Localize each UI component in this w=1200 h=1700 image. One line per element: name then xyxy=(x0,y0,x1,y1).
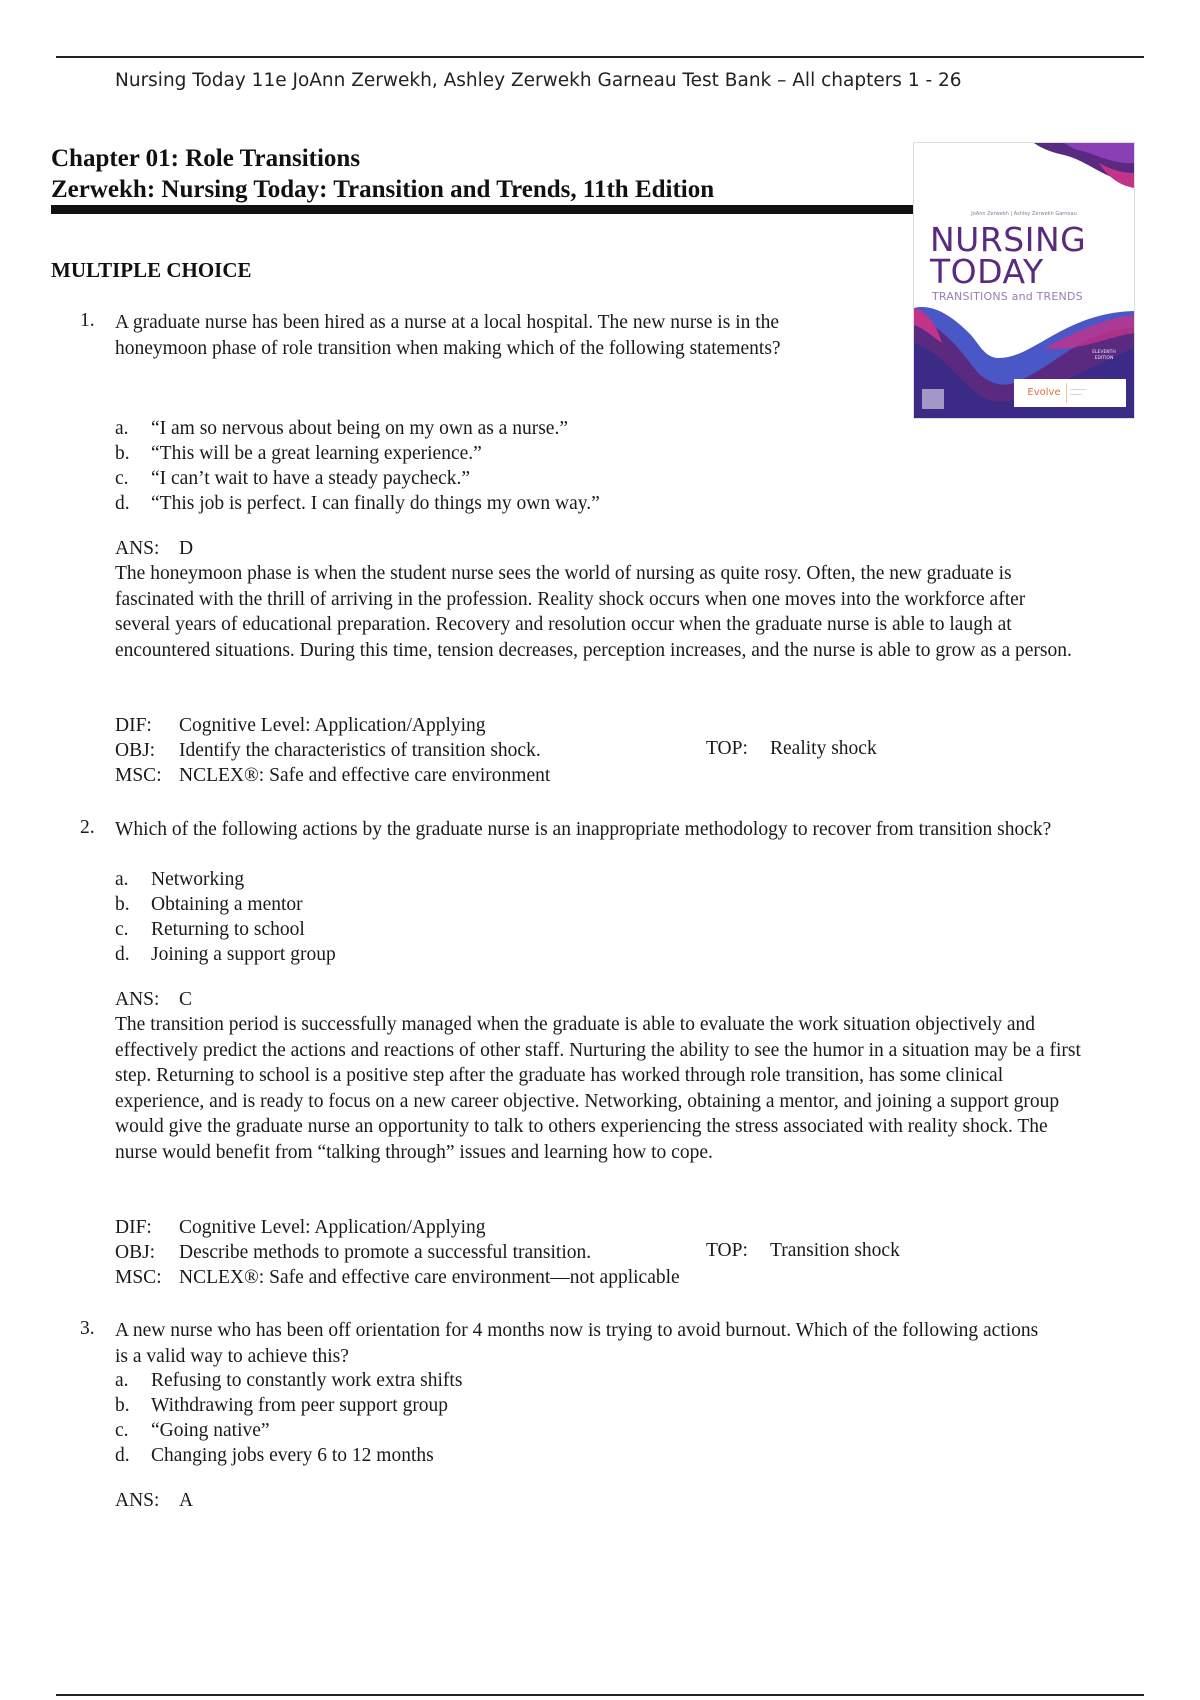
answer-key: C xyxy=(179,989,193,1010)
msc-line xyxy=(115,763,550,789)
obj-line xyxy=(115,1240,591,1266)
question-number: 2. xyxy=(80,817,95,838)
running-head: Nursing Today 11e JoAnn Zerwekh, Ashley Zerwekh Garneau Test Bank – All chapters 1 - 26 xyxy=(115,70,962,91)
obj-label: OBJ: xyxy=(115,740,156,761)
dif-line xyxy=(115,713,486,739)
cover-title-line2: TODAY xyxy=(930,252,1044,291)
cover-brand: Evolve xyxy=(1022,383,1067,403)
answer-line xyxy=(115,536,193,562)
question-stem: Which of the following actions by the graduate nurse is an inappropriate methodology to recover from transition shock? xyxy=(115,819,1052,840)
option-letter: a. xyxy=(115,418,129,439)
option-text: Changing jobs every 6 to 12 months xyxy=(151,1445,434,1466)
option-text: “This will be a great learning experience.” xyxy=(151,443,482,464)
option-a xyxy=(115,867,244,893)
cover-authors: JoAnn Zerwekh | Ashley Zerwekh Garneau xyxy=(971,211,1077,217)
dif-label: DIF: xyxy=(115,1217,152,1238)
difficulty: Cognitive Level: Application/Applying xyxy=(179,715,486,736)
ans-label: ANS: xyxy=(115,989,160,1010)
option-text: Returning to school xyxy=(151,919,305,940)
top-label: TOP: xyxy=(706,738,748,759)
book-cover-image xyxy=(913,142,1135,419)
bottom-rule xyxy=(56,1694,1144,1696)
cover-title-line1: NURSING xyxy=(930,220,1087,259)
obj-line xyxy=(115,738,541,764)
option-letter: a. xyxy=(115,1370,129,1391)
question-stem: A graduate nurse has been hired as a nurse at a local hospital. The new nurse is in the honeymoon phase of role transition when making which of the following statements? xyxy=(115,312,781,359)
option-letter: c. xyxy=(115,1420,129,1441)
question-number: 3. xyxy=(80,1318,95,1339)
option-d xyxy=(115,491,600,517)
obj-label: OBJ: xyxy=(115,1242,156,1263)
rationale: The transition period is successfully managed when the graduate is able to evaluate the work situation objectively and effectively predict the actions and reactions of other staff. Nurturing the ability to see the humor in a situation may be a first step. Returning to school is a positive step after the graduate has worked through role transition, has some clinical experience, and is ready to focus on a new career objective. Networking, obtaining a mentor, and joining a support group would give the graduate nurse an opportunity to talk to others experiencing the stress associated with reality shock. The nurse would benefit from “talking through” issues and learning how to cope. xyxy=(115,1014,1081,1163)
topic: Reality shock xyxy=(770,738,877,759)
dif-line xyxy=(115,1215,486,1241)
option-text: Joining a support group xyxy=(151,944,336,965)
section-heading: MULTIPLE CHOICE xyxy=(51,258,252,282)
option-a xyxy=(115,416,568,442)
option-b xyxy=(115,1393,448,1419)
option-letter: b. xyxy=(115,894,130,915)
option-letter: d. xyxy=(115,1445,130,1466)
answer-key: D xyxy=(179,538,194,559)
option-text: Obtaining a mentor xyxy=(151,894,303,915)
topic-line xyxy=(706,1240,900,1262)
top-rule xyxy=(56,56,1144,58)
option-letter: a. xyxy=(115,869,129,890)
book-title: Zerwekh: Nursing Today: Transition and Trends, 11th Edition xyxy=(51,176,715,203)
difficulty: Cognitive Level: Application/Applying xyxy=(179,1217,486,1238)
option-text: “Going native” xyxy=(151,1420,270,1441)
option-c xyxy=(115,917,305,943)
msc-label: MSC: xyxy=(115,765,162,786)
heading-rule xyxy=(51,205,913,214)
chapter-heading xyxy=(51,143,714,205)
msc: NCLEX®: Safe and effective care environment xyxy=(179,765,551,786)
chapter-title: Chapter 01: Role Transitions xyxy=(51,145,361,172)
option-text: Networking xyxy=(151,869,245,890)
ans-label: ANS: xyxy=(115,538,160,559)
option-letter: b. xyxy=(115,443,130,464)
option-letter: c. xyxy=(115,919,129,940)
topic: Transition shock xyxy=(770,1240,900,1261)
cover-edition: ELEVENTH EDITION xyxy=(1092,350,1116,361)
answer-line xyxy=(115,987,192,1013)
cover-brand-text: ———— ——— xyxy=(1070,387,1086,397)
option-text: “I am so nervous about being on my own as a nurse.” xyxy=(151,418,568,439)
option-letter: d. xyxy=(115,944,130,965)
rationale: The honeymoon phase is when the student nurse sees the world of nursing as quite rosy. Often, the new graduate is fascinated with the thrill of arriving in the profession. Reality shock occurs when one moves into the workforce after several years of educational preparation. Recovery and resolution occur when the graduate nurse is able to laugh at encountered situations. During this time, tension decreases, perception increases, and the nurse is able to grow as a person. xyxy=(115,563,1072,661)
option-d xyxy=(115,1443,434,1469)
option-a xyxy=(115,1368,462,1394)
option-text: Withdrawing from peer support group xyxy=(151,1395,449,1416)
dif-label: DIF: xyxy=(115,715,152,736)
option-c xyxy=(115,466,470,492)
msc-line xyxy=(115,1265,680,1291)
question-stem: A new nurse who has been off orientation for 4 months now is trying to avoid burnout. Which of the following actions is a valid way to achieve this? xyxy=(115,1320,1039,1367)
cover-subtitle: TRANSITIONS and TRENDS xyxy=(932,290,1083,303)
option-c xyxy=(115,1418,270,1444)
ans-label: ANS: xyxy=(115,1490,160,1511)
objective: Identify the characteristics of transition shock. xyxy=(179,740,541,761)
option-text: “I can’t wait to have a steady paycheck.” xyxy=(151,468,471,489)
option-letter: c. xyxy=(115,468,129,489)
top-label: TOP: xyxy=(706,1240,748,1261)
option-text: “This job is perfect. I can finally do things my own way.” xyxy=(151,493,600,514)
option-b xyxy=(115,441,482,467)
option-letter: b. xyxy=(115,1395,130,1416)
topic-line xyxy=(706,738,877,760)
answer-key: A xyxy=(179,1490,194,1511)
objective: Describe methods to promote a successful transition. xyxy=(179,1242,592,1263)
msc: NCLEX®: Safe and effective care environment—not applicable xyxy=(179,1267,680,1288)
option-text: Refusing to constantly work extra shifts xyxy=(151,1370,463,1391)
option-letter: d. xyxy=(115,493,130,514)
option-b xyxy=(115,892,303,918)
question-number: 1. xyxy=(80,310,95,331)
answer-line xyxy=(115,1488,193,1514)
option-d xyxy=(115,942,336,968)
msc-label: MSC: xyxy=(115,1267,162,1288)
